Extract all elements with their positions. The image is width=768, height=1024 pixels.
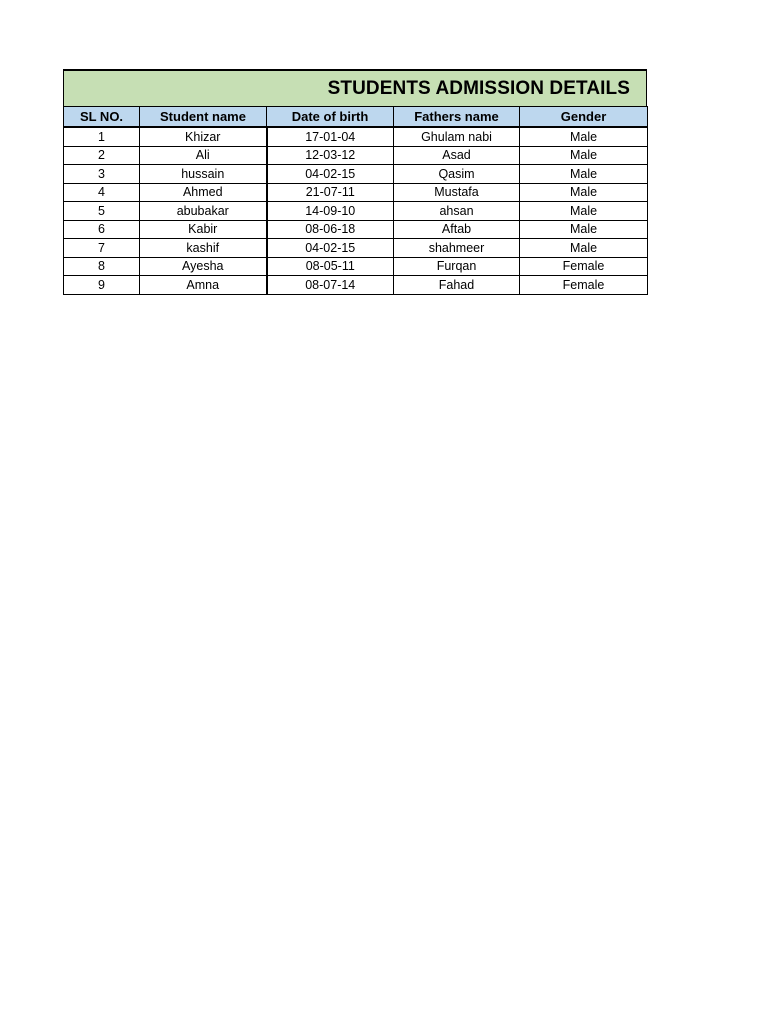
cell-student-name[interactable]: hussain xyxy=(140,165,267,184)
cell-fathers-name[interactable]: shahmeer xyxy=(394,239,520,258)
table-row xyxy=(64,165,648,184)
cell-date-of-birth[interactable]: 14-09-10 xyxy=(267,202,394,221)
cell-sl-no[interactable]: 3 xyxy=(64,165,140,184)
students-table xyxy=(63,106,648,295)
cell-gender[interactable]: Female xyxy=(520,276,648,295)
column-header-student-name[interactable]: Student name xyxy=(140,107,267,128)
cell-date-of-birth[interactable]: 04-02-15 xyxy=(267,239,394,258)
cell-sl-no[interactable]: 1 xyxy=(64,127,140,146)
cell-sl-no[interactable]: 4 xyxy=(64,183,140,202)
cell-gender[interactable]: Male xyxy=(520,220,648,239)
cell-gender[interactable]: Male xyxy=(520,127,648,146)
cell-sl-no[interactable]: 2 xyxy=(64,146,140,165)
cell-student-name[interactable]: kashif xyxy=(140,239,267,258)
cell-date-of-birth[interactable]: 21-07-11 xyxy=(267,183,394,202)
cell-student-name[interactable]: Ayesha xyxy=(140,257,267,276)
table-row xyxy=(64,239,648,258)
cell-student-name[interactable]: Kabir xyxy=(140,220,267,239)
cell-sl-no[interactable]: 8 xyxy=(64,257,140,276)
column-header-date-of-birth[interactable]: Date of birth xyxy=(267,107,394,128)
cell-gender[interactable]: Male xyxy=(520,239,648,258)
cell-sl-no[interactable]: 7 xyxy=(64,239,140,258)
table-row xyxy=(64,183,648,202)
cell-gender[interactable]: Female xyxy=(520,257,648,276)
cell-date-of-birth[interactable]: 04-02-15 xyxy=(267,165,394,184)
cell-date-of-birth[interactable]: 08-06-18 xyxy=(267,220,394,239)
spreadsheet xyxy=(63,69,647,295)
column-header-fathers-name[interactable]: Fathers name xyxy=(394,107,520,128)
cell-date-of-birth[interactable]: 12-03-12 xyxy=(267,146,394,165)
cell-date-of-birth[interactable]: 08-07-14 xyxy=(267,276,394,295)
header-row xyxy=(64,107,648,128)
cell-fathers-name[interactable]: Qasim xyxy=(394,165,520,184)
cell-gender[interactable]: Male xyxy=(520,202,648,221)
table-row xyxy=(64,276,648,295)
cell-gender[interactable]: Male xyxy=(520,146,648,165)
cell-sl-no[interactable]: 6 xyxy=(64,220,140,239)
cell-student-name[interactable]: abubakar xyxy=(140,202,267,221)
cell-fathers-name[interactable]: Asad xyxy=(394,146,520,165)
title-bar xyxy=(63,69,647,106)
cell-date-of-birth[interactable]: 17-01-04 xyxy=(267,127,394,146)
cell-student-name[interactable]: Ahmed xyxy=(140,183,267,202)
cell-student-name[interactable]: Amna xyxy=(140,276,267,295)
cell-fathers-name[interactable]: Fahad xyxy=(394,276,520,295)
table-row xyxy=(64,257,648,276)
cell-student-name[interactable]: Khizar xyxy=(140,127,267,146)
cell-date-of-birth[interactable]: 08-05-11 xyxy=(267,257,394,276)
cell-fathers-name[interactable]: ahsan xyxy=(394,202,520,221)
cell-fathers-name[interactable]: Aftab xyxy=(394,220,520,239)
cell-gender[interactable]: Male xyxy=(520,165,648,184)
sheet-title: STUDENTS ADMISSION DETAILS xyxy=(327,77,630,99)
table-row xyxy=(64,127,648,146)
cell-student-name[interactable]: Ali xyxy=(140,146,267,165)
table-row xyxy=(64,146,648,165)
cell-fathers-name[interactable]: Mustafa xyxy=(394,183,520,202)
cell-fathers-name[interactable]: Ghulam nabi xyxy=(394,127,520,146)
cell-sl-no[interactable]: 5 xyxy=(64,202,140,221)
column-header-sl-no[interactable]: SL NO. xyxy=(64,107,140,128)
cell-gender[interactable]: Male xyxy=(520,183,648,202)
cell-fathers-name[interactable]: Furqan xyxy=(394,257,520,276)
table-row xyxy=(64,220,648,239)
column-header-gender[interactable]: Gender xyxy=(520,107,648,128)
table-body xyxy=(64,127,648,294)
cell-sl-no[interactable]: 9 xyxy=(64,276,140,295)
table-row xyxy=(64,202,648,221)
